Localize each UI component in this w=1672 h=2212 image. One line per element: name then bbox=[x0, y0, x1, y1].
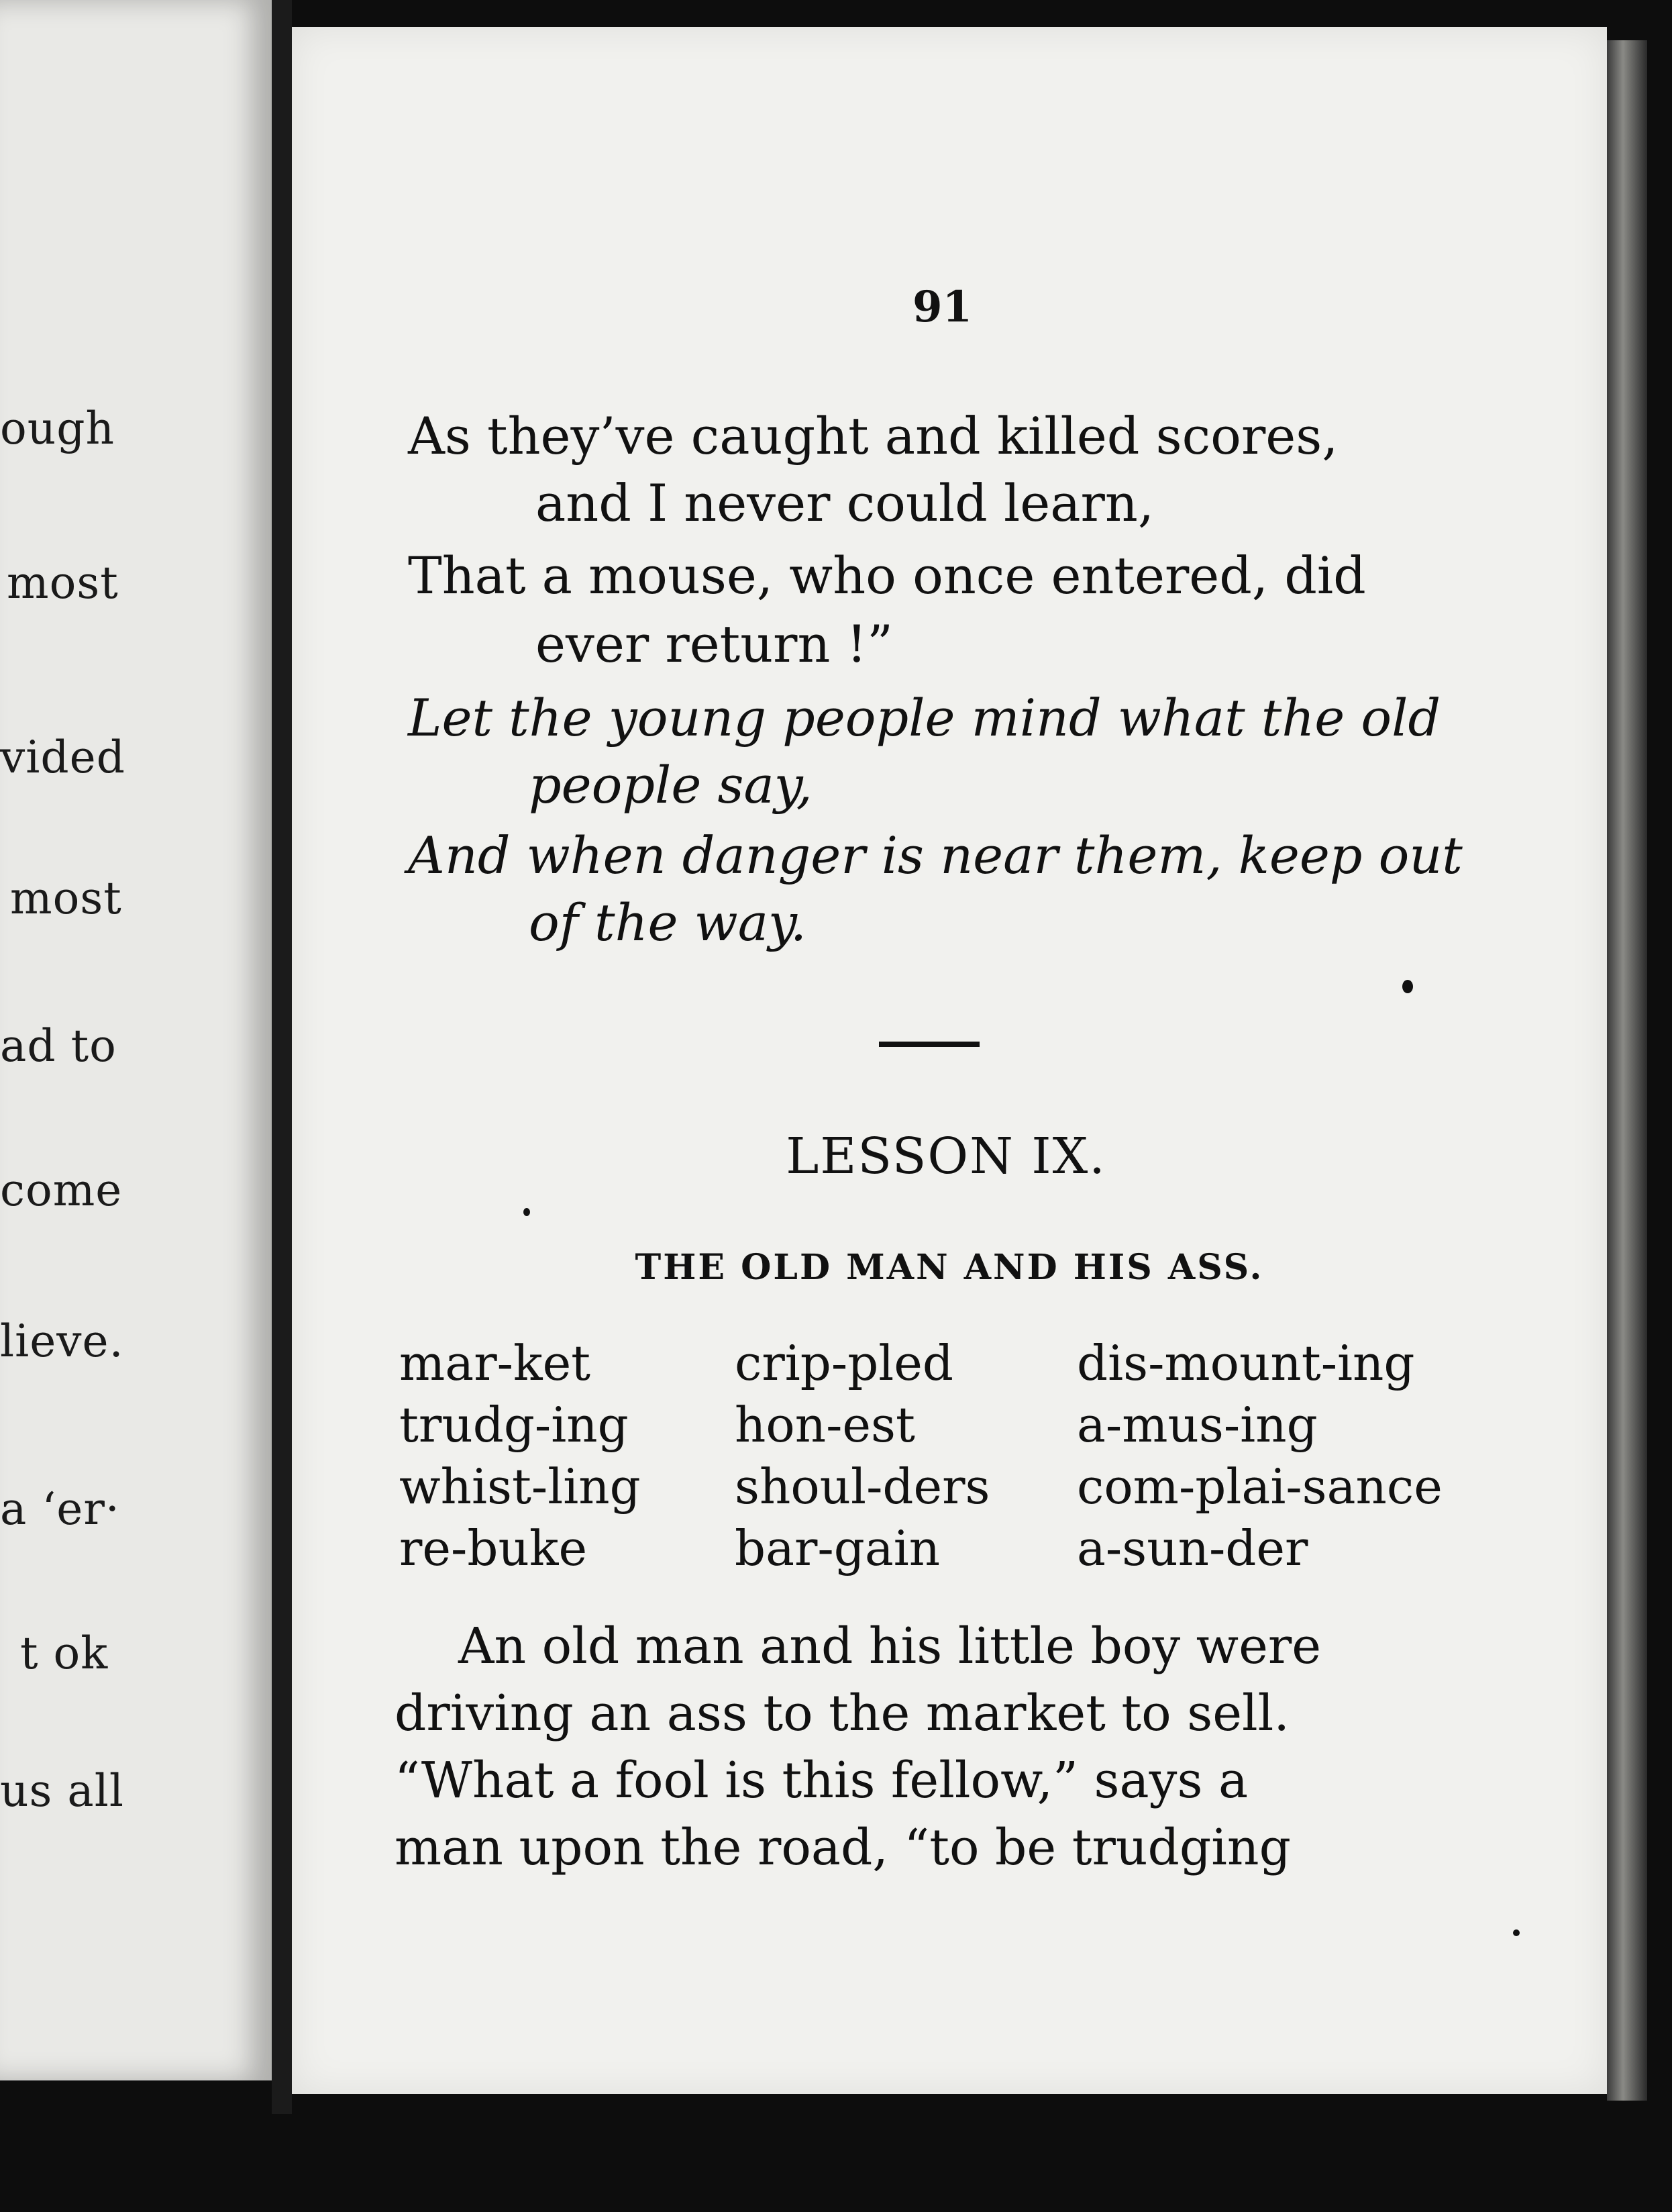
book-gutter bbox=[272, 0, 292, 2114]
section-divider bbox=[879, 1042, 980, 1047]
poem-line: ever return !” bbox=[535, 614, 894, 674]
lesson-heading: LESSON IX. bbox=[786, 1127, 1106, 1185]
vocabulary-column bbox=[1077, 1332, 1443, 1579]
moral-line: Let the young people mind what the old bbox=[408, 688, 1441, 748]
vocabulary-word: trudg-ing bbox=[399, 1397, 629, 1453]
vocabulary-word: hon-est bbox=[735, 1397, 915, 1453]
ink-speck bbox=[1513, 1929, 1520, 1936]
left-page-fragment: vided bbox=[0, 732, 125, 783]
page-number: 91 bbox=[912, 282, 973, 332]
left-page-fragment: most bbox=[7, 557, 119, 609]
vocabulary-column bbox=[735, 1332, 990, 1579]
ink-speck bbox=[523, 1208, 530, 1216]
page-edge bbox=[1607, 40, 1647, 2101]
moral-line: people say, bbox=[529, 755, 813, 815]
vocabulary-column bbox=[399, 1332, 641, 1579]
moral-line: of the way. bbox=[529, 893, 807, 952]
poem-line: and I never could learn, bbox=[535, 473, 1154, 533]
left-page-fragment: come bbox=[0, 1164, 123, 1216]
poem-line: That a mouse, who once entered, did bbox=[408, 546, 1366, 605]
paragraph-line: driving an ass to the market to sell. bbox=[395, 1685, 1290, 1742]
ink-speck bbox=[1402, 980, 1413, 993]
left-page-fragment: us all bbox=[0, 1765, 124, 1817]
vocabulary-word: mar-ket bbox=[399, 1335, 591, 1391]
vocabulary-word: dis-mount-ing bbox=[1077, 1335, 1415, 1391]
vocabulary-word: bar-gain bbox=[735, 1520, 941, 1576]
left-page-fragment: t ok bbox=[20, 1627, 109, 1679]
paragraph-line: “What a fool is this fellow,” says a bbox=[395, 1752, 1249, 1809]
moral-line: And when danger is near them, keep out bbox=[408, 825, 1463, 885]
vocabulary-word: shoul-ders bbox=[735, 1458, 990, 1515]
paragraph-line: man upon the road, “to be trudging bbox=[395, 1819, 1291, 1876]
paragraph-line: An old man and his little boy were bbox=[458, 1617, 1322, 1675]
left-page-fragment: a ‘er· bbox=[0, 1483, 120, 1535]
left-page-fragment: most bbox=[10, 872, 122, 924]
vocabulary-word: com-plai-sance bbox=[1077, 1458, 1443, 1515]
left-page-fragment: lieve. bbox=[0, 1315, 124, 1367]
left-page-fragment: ough bbox=[0, 403, 115, 454]
vocabulary-word: a-sun-der bbox=[1077, 1520, 1308, 1576]
vocabulary-word: re-buke bbox=[399, 1520, 588, 1576]
left-page bbox=[0, 0, 272, 2080]
vocabulary-word: crip-pled bbox=[735, 1335, 954, 1391]
poem-line: As they’ve caught and killed scores, bbox=[408, 406, 1339, 466]
left-page-fragment: ad to bbox=[0, 1020, 117, 1072]
vocabulary-word: a-mus-ing bbox=[1077, 1397, 1318, 1453]
story-title: THE OLD MAN AND HIS ASS. bbox=[635, 1247, 1264, 1288]
vocabulary-word: whist-ling bbox=[399, 1458, 641, 1515]
